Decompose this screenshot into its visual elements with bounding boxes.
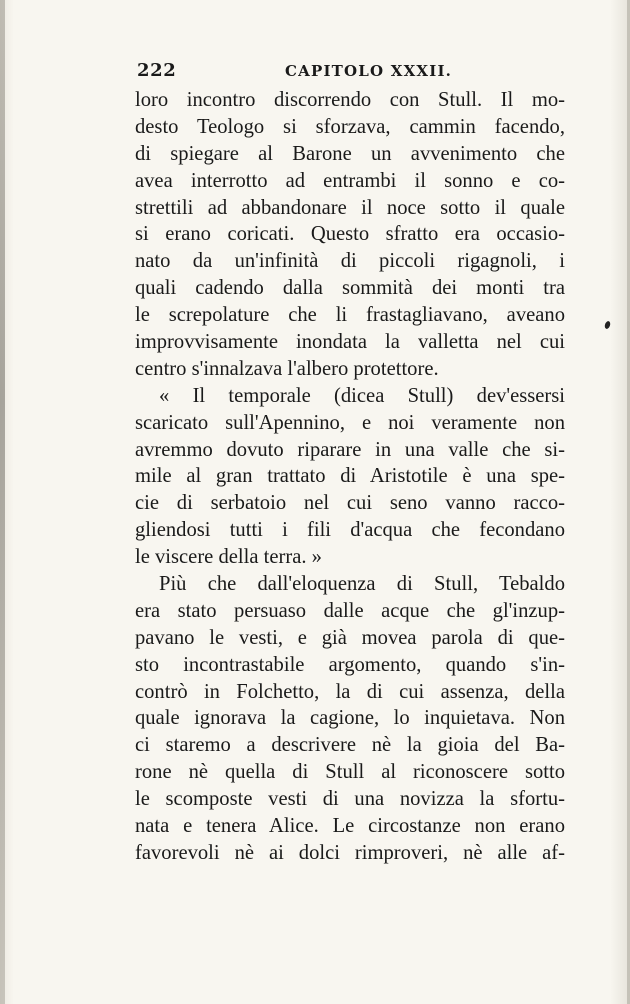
text-line: gliendosi tutti i fili d'acqua che fecondano — [135, 519, 565, 542]
text-line: scaricato sull'Apennino, e noi veramente non — [135, 411, 565, 434]
text-line: avremmo dovuto riparare in una valle che si- — [135, 438, 565, 461]
text-line: le screpolature che li frastagliavano, aveano — [135, 304, 565, 327]
text-line: « Il temporale (dicea Stull) dev'essersi — [159, 384, 565, 407]
text-line: nata e tenera Alice. Le circostanze non erano — [135, 815, 565, 838]
page-binding-edge — [0, 0, 5, 1004]
text-line: Più che dall'eloquenza di Stull, Tebaldo — [159, 573, 565, 596]
ink-speck — [604, 320, 611, 329]
text-line: quale ignorava la cagione, lo inquietava. Non — [135, 707, 565, 730]
body-text — [135, 87, 565, 867]
text-line: desto Teologo si sforzava, cammin facendo, — [135, 115, 565, 138]
text-line: di spiegare al Barone un avvenimento che — [135, 142, 565, 165]
text-line: nato da un'infinità di piccoli rigagnoli, i — [135, 250, 565, 273]
chapter-title: CAPITOLO XXXII. — [285, 62, 453, 80]
text-line: cie di serbatoio nel cui seno vanno racco- — [135, 492, 565, 515]
text-line: si erano coricati. Questo sfratto era occasio- — [135, 223, 565, 246]
text-line: improvvisamente inondata la valletta nel cui — [135, 331, 565, 354]
text-line: era stato persuaso dalle acque che gl'inzup- — [135, 599, 565, 622]
text-line: le viscere della terra. » — [135, 546, 322, 569]
text-line: quali cadendo dalla sommità dei monti tra — [135, 277, 565, 300]
page-number: 222 — [137, 60, 177, 81]
text-line: contrò in Folchetto, la di cui assenza, della — [135, 680, 565, 703]
text-line: ci staremo a descrivere nè la gioia del Ba- — [135, 734, 565, 757]
running-header — [137, 56, 567, 86]
text-line: strettili ad abbandonare il noce sotto il quale — [135, 196, 565, 219]
text-line: centro s'innalzava l'albero protettore. — [135, 357, 439, 380]
text-line: mile al gran trattato di Aristotile è una spe- — [135, 465, 565, 488]
text-line: sto incontrastabile argomento, quando s'in- — [135, 653, 565, 676]
text-line: le scomposte vesti di una novizza la sfortu- — [135, 788, 565, 811]
text-line: rone nè quella di Stull al riconoscere sotto — [135, 761, 565, 784]
text-line: pavano le vesti, e già movea parola di que- — [135, 626, 565, 649]
text-line: favorevoli nè ai dolci rimproveri, nè alle af- — [135, 841, 565, 864]
text-line: avea interrotto ad entrambi il sonno e co- — [135, 169, 565, 192]
text-line: loro incontro discorrendo con Stull. Il mo- — [135, 89, 565, 111]
